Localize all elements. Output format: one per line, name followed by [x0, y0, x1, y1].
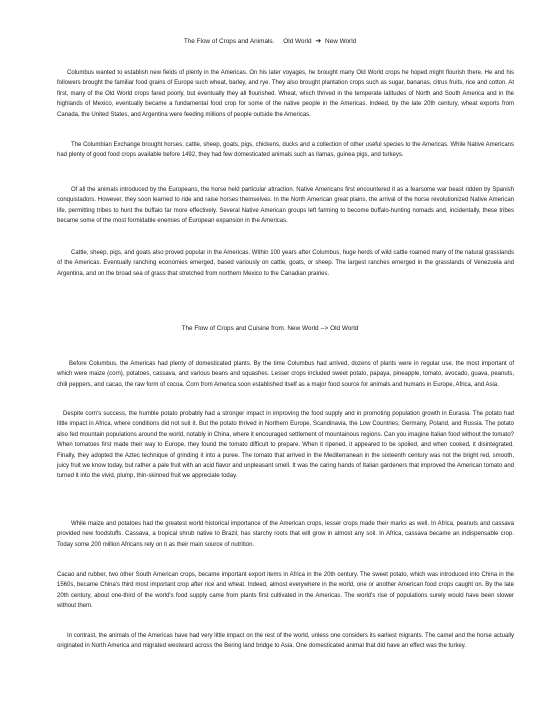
paragraph-animals: The Columbian Exchange brought horses, cattle, sheep, goats, pigs, chickens, ducks and a collection of other useful species to the Americas. While Native Americans had plenty of good food crops available before 1492, they had few domesticated animals such as llamas, guinea pigs, and turkeys.: [57, 142, 514, 159]
paragraph-lesser-crops: While maize and potatoes had the greatest world historical importance of the American crops, lesser crops made their marks as well. In Africa, peanuts and cassava provided new foodstuffs. Cassava, a tropical shrub native to Brazil, has starchy roots that will grow in almost any soil. In Africa, cassava became an indispensable crop. Today some 200 million Africans rely on it as their main source of nutrition.: [57, 521, 514, 548]
paragraph-animals-americas: In contrast, the animals of the Americas have had very little impact on the rest of the world, unless one considers its earliest migrants. The camel and the horse actually originated in North America and migrated westward across the Bering land bridge to Asia. One domesticated animal that did have an effect was the turkey.: [57, 633, 514, 650]
paragraph-cattle: Cattle, sheep, pigs, and goats also proved popular in the Americas. Within 100 years after Columbus, huge herds of wild cattle roamed many of the natural grasslands of the Americas. Eventually ranching economies emerged, based variously on cattle, goats, or sheep. The largest ranches emerged in the grasslands of Venezuela and Argentina, and on the broad sea of grass that stretched from northern Mexico to the Canadian prairies.: [57, 250, 514, 277]
section-title-old-to-new: [0, 38, 540, 46]
paragraph-horse: Of all the animals introduced by the Europeans, the horse held particular attraction. Native Americans first encountered it as a fearsome war beast ridden by Spanish conquistadors. However, they soon learned to ride and raise horses themselves. In the North American great plains, the arrival of the horse revolutionized Native American life, permitting tribes to hunt the buffalo far more effectively. Several Native American groups left farming to become buffalo-hunting nomads and, incidentally, these tribes became some of the most formidable enemies of European expansion in the Americas.: [57, 187, 514, 225]
section-title-origin: Old World: [283, 38, 312, 45]
section-title-new-to-old: The Flow of Crops and Cuisine from. New World --> Old World: [181, 325, 359, 332]
section-title-destination: New World: [325, 38, 357, 45]
paragraph-domesticated-plants: Before Columbus, the Americas had plenty of domesticated plants. By the time Columbus had arrived, dozens of plants were in regular use, the most important of which were maize (corn), potatoes, cassava, and various beans and squashes. Lesser crops included sweet potato, papaya, pineapple, tomato, avocado, guava, peanuts, chili peppers, and cacao, the raw form of cocoa. Corn from America soon established itself as a major food source for animals and humans in Europe, Africa, and Asia.: [57, 361, 514, 388]
paragraph-cacao-rubber: Cacao and rubber, two other South American crops, became important export items in Africa in the 20th century. The sweet potato, which was introduced into China in the 1560s, became China's third most important crop after rice and wheat. Indeed, almost everywhere in the world, one or another American food crops caught on. By the late 20th century, about one-third of the world's food supply came from plants first cultivated in the Americas. The world's rise of populations surely would have been slower without them.: [57, 572, 514, 610]
section-title-text: The Flow of Crops and Animals.: [183, 38, 275, 45]
right-arrow-icon: ➔: [315, 38, 322, 45]
paragraph-crops-old-world: Columbus wanted to establish new fields of plenty in the Americas. On his later voyages, he brought many Old World crops he hoped might flourish there. He and his followers brought the familiar food grains of Europe such wheat, barley, and rye. They also brought plantation crops such as sugar, bananas, citrus fruits, rice and cotton. At first, many of the Old World crops fared poorly, but eventually they all flourished. Wheat, which thrived in the temperate latitudes of North and South America and in the highlands of Mexico, eventually became a fundamental food crop for some of the native people in the Americas. Indeed, by the late 20th century, wheat exports from Canada, the United States, and Argentina were feeding millions of people outside the Americas.: [57, 70, 514, 118]
paragraph-potato-tomato: Despite corn's success, the humble potato probably had a stronger impact in improving the food supply and in promoting population growth in Eurasia. The potato had little impact in Africa, where conditions did not suit it. But the potato thrived in Northern Europe, Scandinavia, the Low Countries, Germany, Poland, and Russia. The potato also fed mountain populations around the world, notably in China, where it encouraged settlement of mountainous regions. Can you imagine Italian food without the tomato? When tomatoes first made their way to Europe, they found the tomato difficult to prepare. When it ripened, it appeared to be spoiled, and when cooked, it disintegrated. Finally, they adopted the Aztec technique of grinding it into a puree. The tomato that arrived in the Mediterranean in the sixteenth century was not the bright red, smooth, juicy fruit we know today, but rather a pale fruit with an acid flavor and unpleasant smell. It was the caring hands of Italian gardeners that improved the American tomato and turned it into the vivid, plump, thin-skinned fruit we appreciate today.: [57, 411, 514, 480]
